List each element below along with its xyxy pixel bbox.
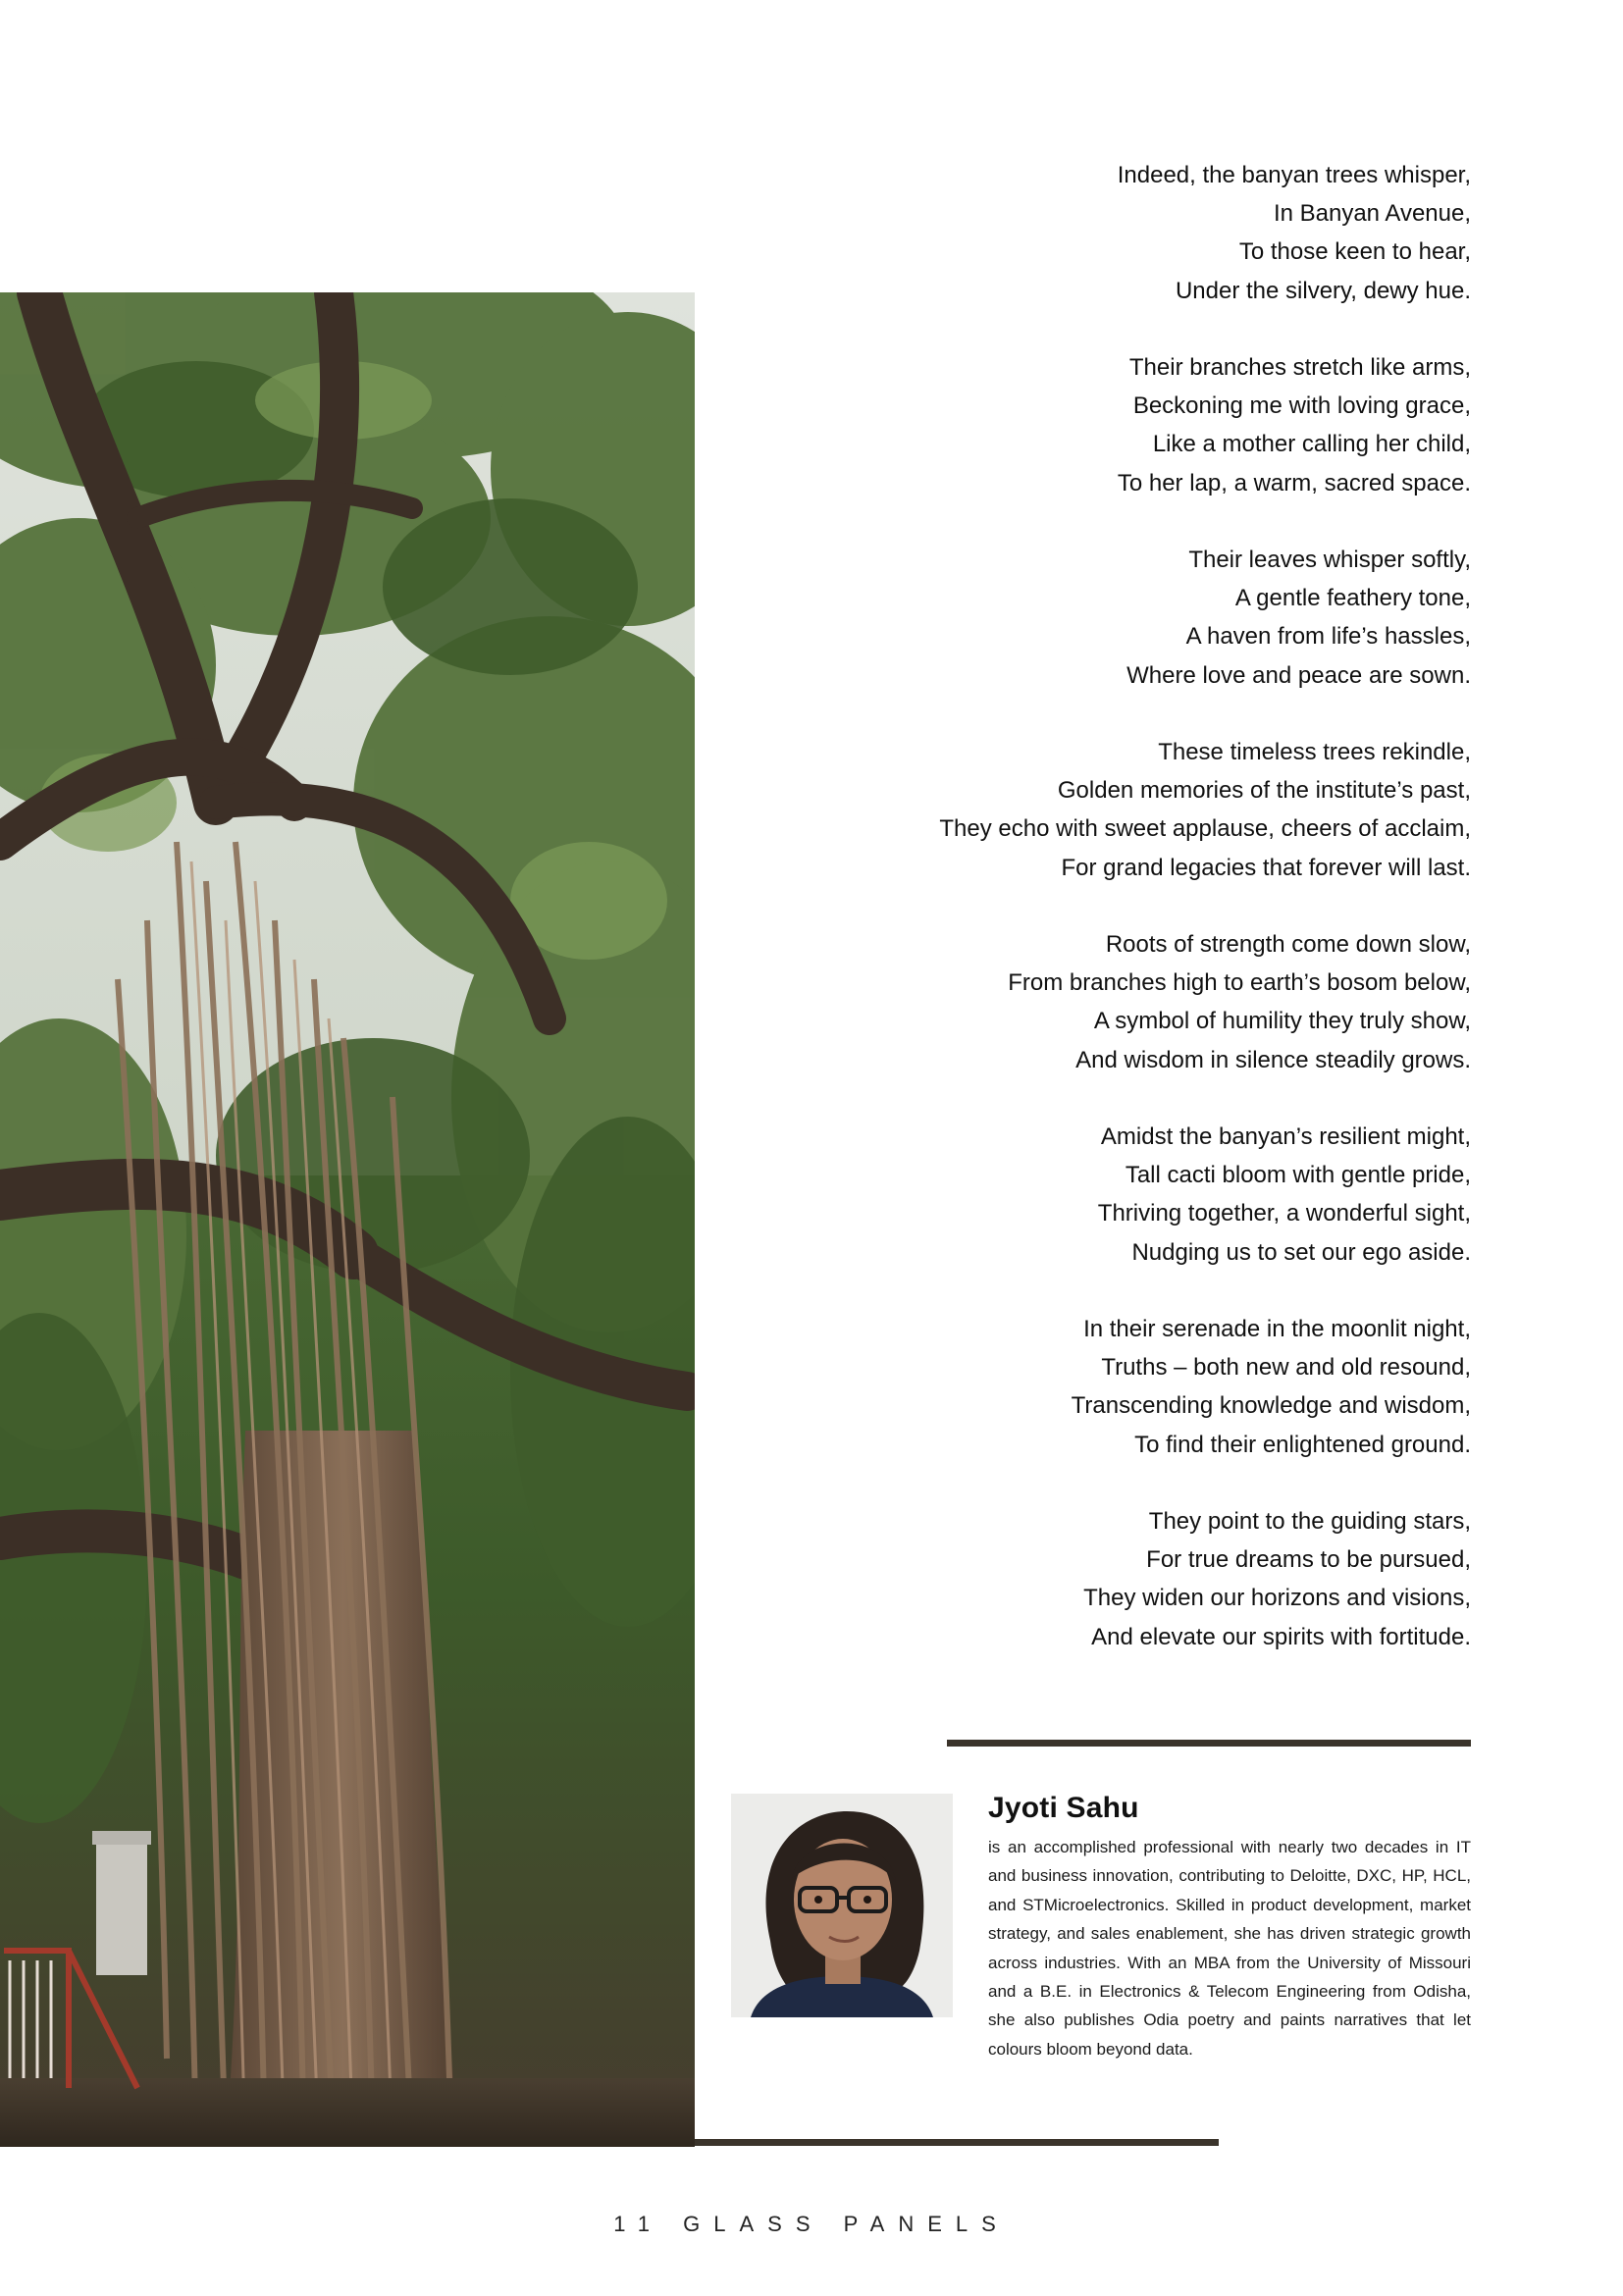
banyan-tree-illustration — [0, 292, 695, 2147]
poem-line: Roots of strength come down slow, — [1105, 931, 1471, 958]
poem-line: Their leaves whisper softly, — [1188, 547, 1471, 573]
poem-line: They point to the guiding stars, — [1148, 1508, 1471, 1535]
poem-line: Truths – both new and old resound, — [1101, 1354, 1471, 1382]
poem-line: Amidst the banyan’s resilient might, — [1100, 1123, 1471, 1150]
poem-line: In Banyan Avenue, — [1273, 200, 1471, 228]
poem-line: Transcending knowledge and wisdom, — [1071, 1392, 1471, 1420]
author-bio: is an accomplished professional with nearly two decades in IT and business innovation, contributing to Deloitte, DXC, HP, HCL, and STMicroelectronics. Skilled in product development, market strategy, and sales enablement, she has driven strategic growth across industries. With an MBA from the University of Missouri and a B.E. in Electronics & Telecom Engineering from Odisha, she also publishes Odia poetry and paints narratives that let colours bloom beyond data. — [988, 1838, 1471, 2059]
poem-line: To her lap, a warm, sacred space. — [1117, 469, 1471, 496]
poem-line: A symbol of humility they truly show, — [1093, 1008, 1471, 1035]
poem-line: For true dreams to be pursued, — [1146, 1546, 1471, 1574]
poem-line: For grand legacies that forever will last. — [1061, 854, 1471, 881]
poem-line: Golden memories of the institute’s past, — [1057, 777, 1471, 805]
poem-line: To find their enlightened ground. — [1134, 1431, 1471, 1458]
poem-stanza — [725, 733, 1471, 887]
poem-line: Indeed, the banyan trees whisper, — [1117, 162, 1471, 188]
poem-stanza — [725, 1118, 1471, 1272]
poem-line: A gentle feathery tone, — [1234, 585, 1471, 612]
poem-line: Their branches stretch like arms, — [1128, 354, 1471, 381]
poem-line: And elevate our spirits with fortitude. — [1091, 1623, 1471, 1650]
poem-line: From branches high to earth’s bosom below, — [1008, 969, 1471, 997]
divider-rule-top — [947, 1740, 1471, 1747]
poem-line: Where love and peace are sown. — [1126, 661, 1471, 689]
poem-line: And wisdom in silence steadily grows. — [1075, 1046, 1471, 1073]
poem — [725, 156, 1471, 1656]
page-footer: 11 GLASS PANELS — [613, 2212, 1010, 2236]
poem-line: Beckoning me with loving grace, — [1132, 392, 1471, 420]
poem-stanza — [725, 348, 1471, 502]
poem-line: Tall cacti bloom with gentle pride, — [1125, 1162, 1471, 1189]
poem-stanza — [725, 925, 1471, 1079]
poem-stanza — [725, 1502, 1471, 1656]
banyan-tree-photo — [0, 292, 695, 2147]
poem-line: Under the silvery, dewy hue. — [1175, 277, 1471, 304]
poem-line: Nudging us to set our ego aside. — [1131, 1238, 1471, 1266]
poem-stanza — [725, 1310, 1471, 1464]
poem-line: These timeless trees rekindle, — [1158, 739, 1471, 765]
poem-line: Thriving together, a wonderful sight, — [1097, 1200, 1471, 1227]
poem-line: Like a mother calling her child, — [1152, 431, 1471, 458]
author-name: Jyoti Sahu — [988, 1792, 1139, 1824]
poem-line: They widen our horizons and visions, — [1083, 1585, 1471, 1612]
poem-line: To those keen to hear, — [1238, 238, 1471, 266]
author-portrait — [731, 1794, 953, 2017]
poem-line: In their serenade in the moonlit night, — [1083, 1316, 1471, 1342]
poem-stanza — [725, 541, 1471, 695]
divider-rule-bottom — [695, 2139, 1219, 2146]
poem-line: A haven from life’s hassles, — [1185, 623, 1471, 651]
poem-stanza — [725, 156, 1471, 310]
author-portrait-illustration — [731, 1794, 953, 2017]
poem-line: They echo with sweet applause, cheers of acclaim, — [939, 815, 1471, 843]
